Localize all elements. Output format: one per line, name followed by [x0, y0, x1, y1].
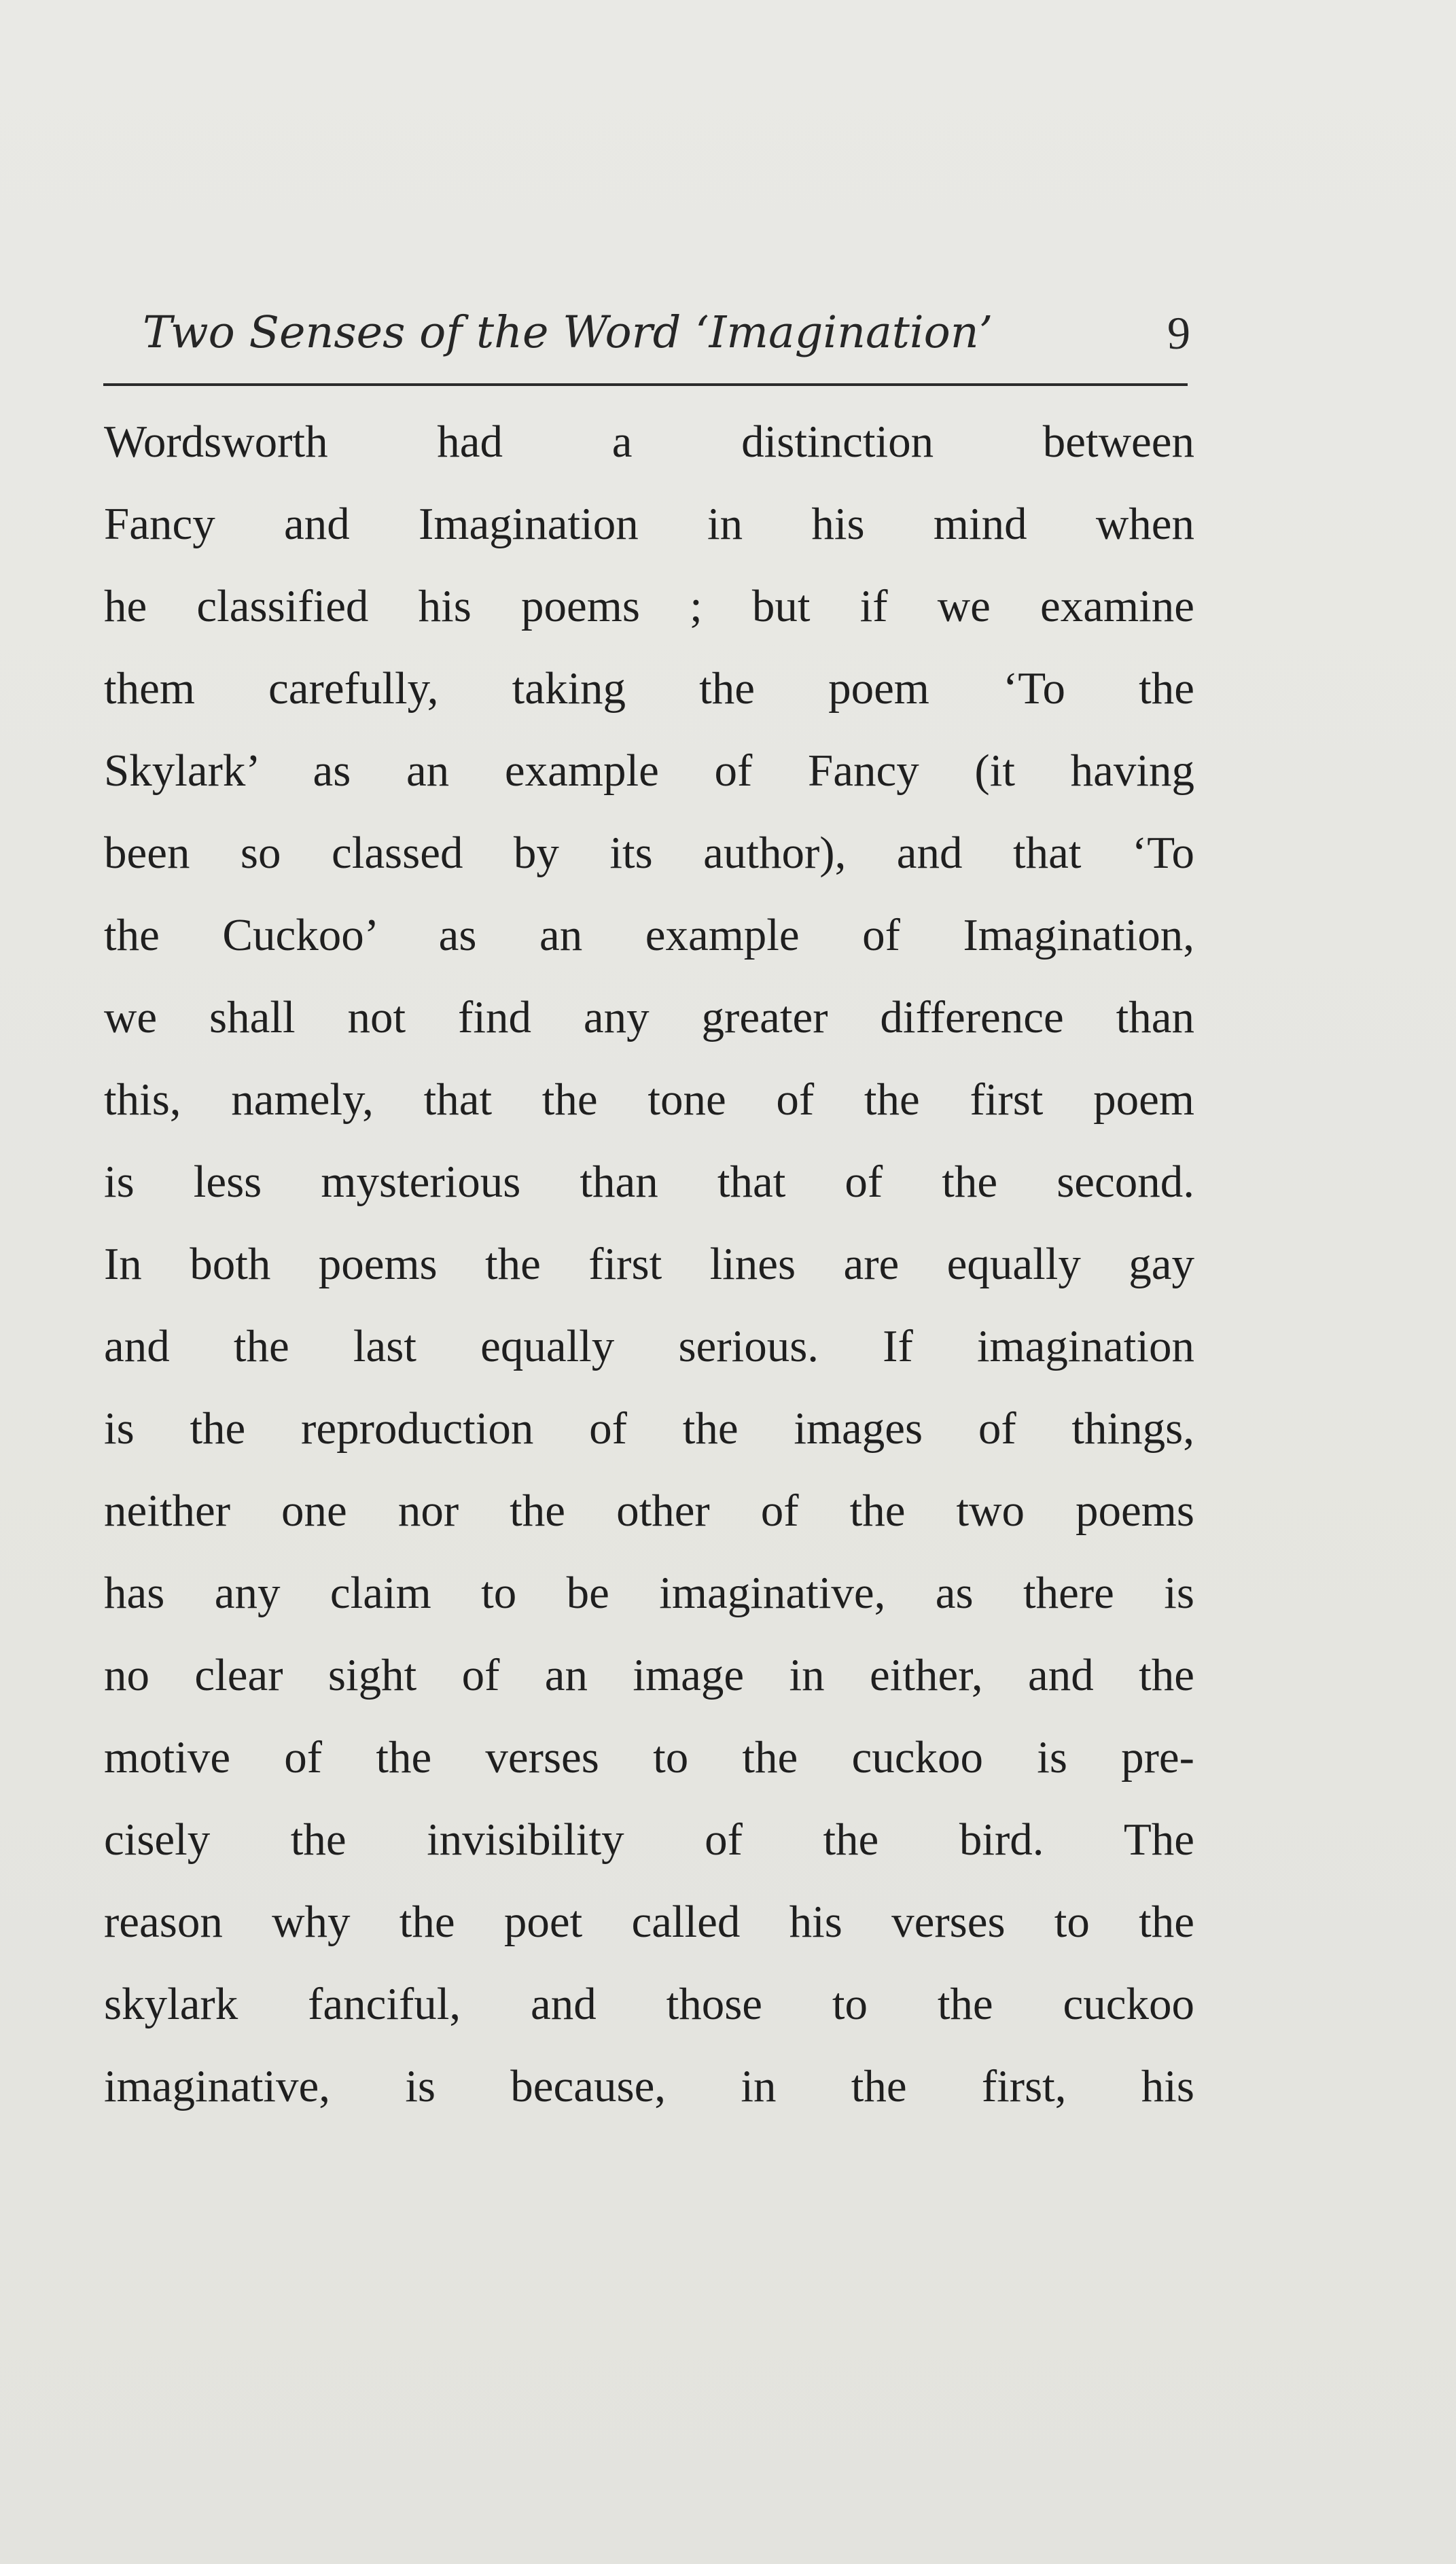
text-line: has any claim to be imaginative, as there is [104, 1568, 1194, 1618]
text-line: been so classed by its author), and that ‘To [104, 828, 1194, 878]
text-line: reason why the poet called his verses to the [104, 1897, 1194, 1947]
page-number: 9 [1167, 307, 1190, 359]
text-line: is less mysterious than that of the second. [104, 1157, 1194, 1207]
text-line: is the reproduction of the images of things, [104, 1403, 1194, 1454]
text-line: Skylark’ as an example of Fancy (it having [104, 745, 1194, 796]
text-line: he classified his poems ; but if we examine [104, 581, 1194, 631]
header-rule [103, 383, 1188, 386]
text-line: we shall not find any greater difference than [104, 992, 1194, 1042]
text-line: them carefully, taking the poem ‘To the [104, 663, 1194, 714]
text-line: neither one nor the other of the two poems [104, 1486, 1194, 1536]
text-line: no clear sight of an image in either, and the [104, 1650, 1194, 1700]
text-line: In both poems the first lines are equally gay [104, 1239, 1194, 1289]
running-title: Two Senses of the Word ‘Imagination’ [143, 307, 993, 358]
text-line: skylark fanciful, and those to the cuckoo [104, 1979, 1194, 2029]
text-line: motive of the verses to the cuckoo is pre- [104, 1732, 1194, 1782]
text-line: cisely the invisibility of the bird. The [104, 1814, 1194, 1865]
text-line: the Cuckoo’ as an example of Imagination, [104, 910, 1194, 960]
text-line: this, namely, that the tone of the first poem [104, 1074, 1194, 1125]
text-line: imaginative, is because, in the first, his [104, 2061, 1194, 2111]
text-line: Wordsworth had a distinction between [104, 417, 1194, 467]
text-line: and the last equally serious. If imagination [104, 1321, 1194, 1371]
running-head [103, 299, 1196, 367]
text-line: Fancy and Imagination in his mind when [104, 499, 1194, 549]
body-paragraph [104, 401, 1194, 2128]
